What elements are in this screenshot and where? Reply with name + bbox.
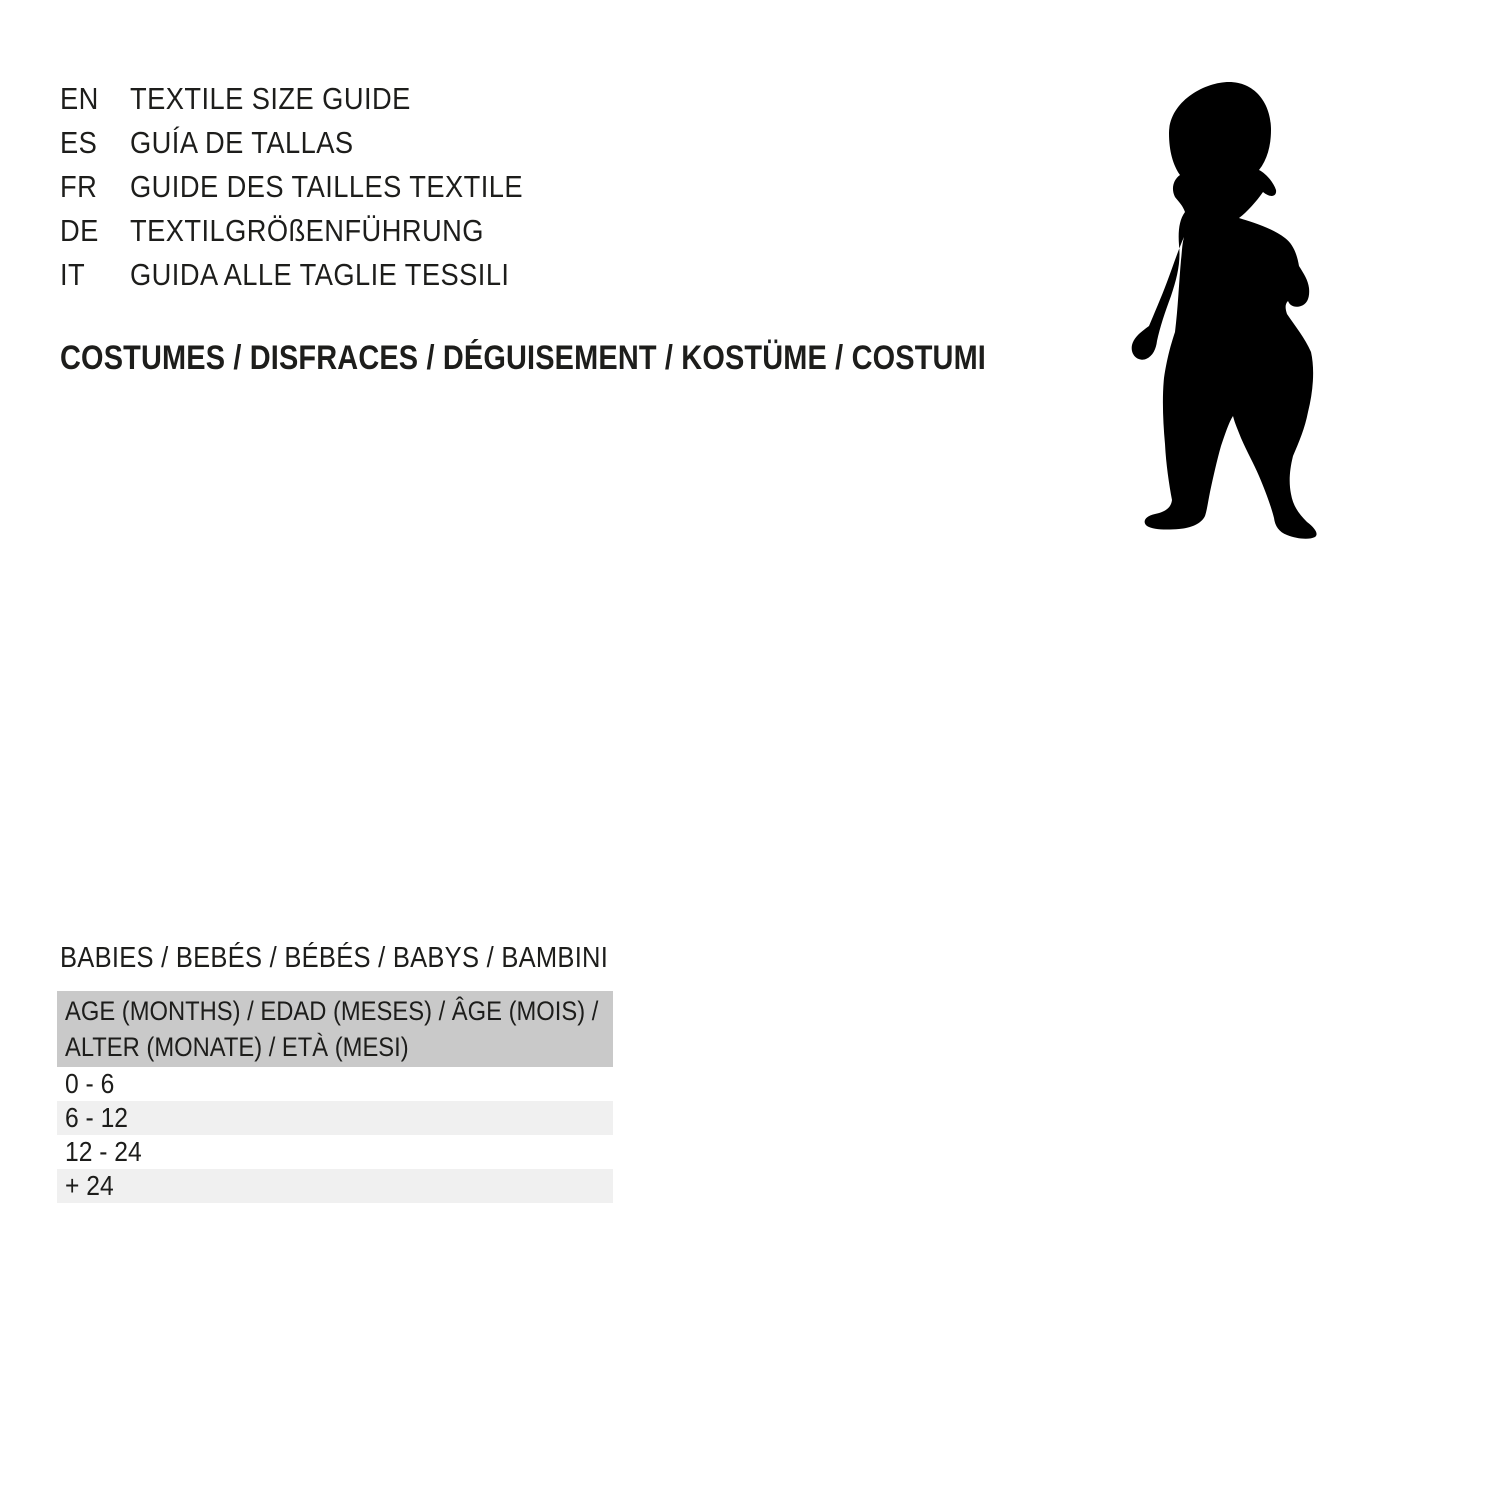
age-range-value: 12 - 24 [65,1136,142,1167]
babies-section-title [60,941,683,975]
language-label: GUIDE DES TAILLES TEXTILE [130,169,524,204]
language-label: TEXTILE SIZE GUIDE [130,81,411,116]
language-row-en [60,77,577,121]
language-label: GUIDA ALLE TAGLIE TESSILI [130,257,510,292]
language-row-es [60,121,577,165]
age-table [57,991,613,1203]
language-row-it [60,253,577,297]
language-label: GUÍA DE TALLAS [130,125,354,160]
table-row [57,1067,613,1101]
language-label: TEXTILGRÖßENFÜHRUNG [130,213,484,248]
table-row [57,1169,613,1203]
language-code: ES [60,125,98,160]
table-row [57,1101,613,1135]
language-code: FR [60,169,98,204]
age-table-header-line2: ALTER (MONATE) / ETÀ (MESI) [65,1032,409,1062]
age-range-value: 6 - 12 [65,1102,129,1133]
babies-section-title-text: BABIES / BEBÉS / BÉBÉS / BABYS / BAMBINI [60,942,609,974]
language-code: EN [60,81,99,116]
age-table-header [57,991,613,1067]
age-table-header-line1: AGE (MONTHS) / EDAD (MESES) / ÂGE (MOIS) / [65,996,599,1026]
language-code: IT [60,257,86,292]
baby-silhouette-icon [1127,82,1323,543]
category-line-text: COSTUMES / DISFRACES / DÉGUISEMENT / KOSTÜME / COSTUMI [60,339,987,377]
language-list [60,77,577,297]
age-range-value: 0 - 6 [65,1068,115,1099]
age-range-value: + 24 [65,1170,114,1201]
language-code: DE [60,213,99,248]
language-row-de [60,209,577,253]
category-line [60,338,1149,378]
language-row-fr [60,165,577,209]
table-row [57,1135,613,1169]
